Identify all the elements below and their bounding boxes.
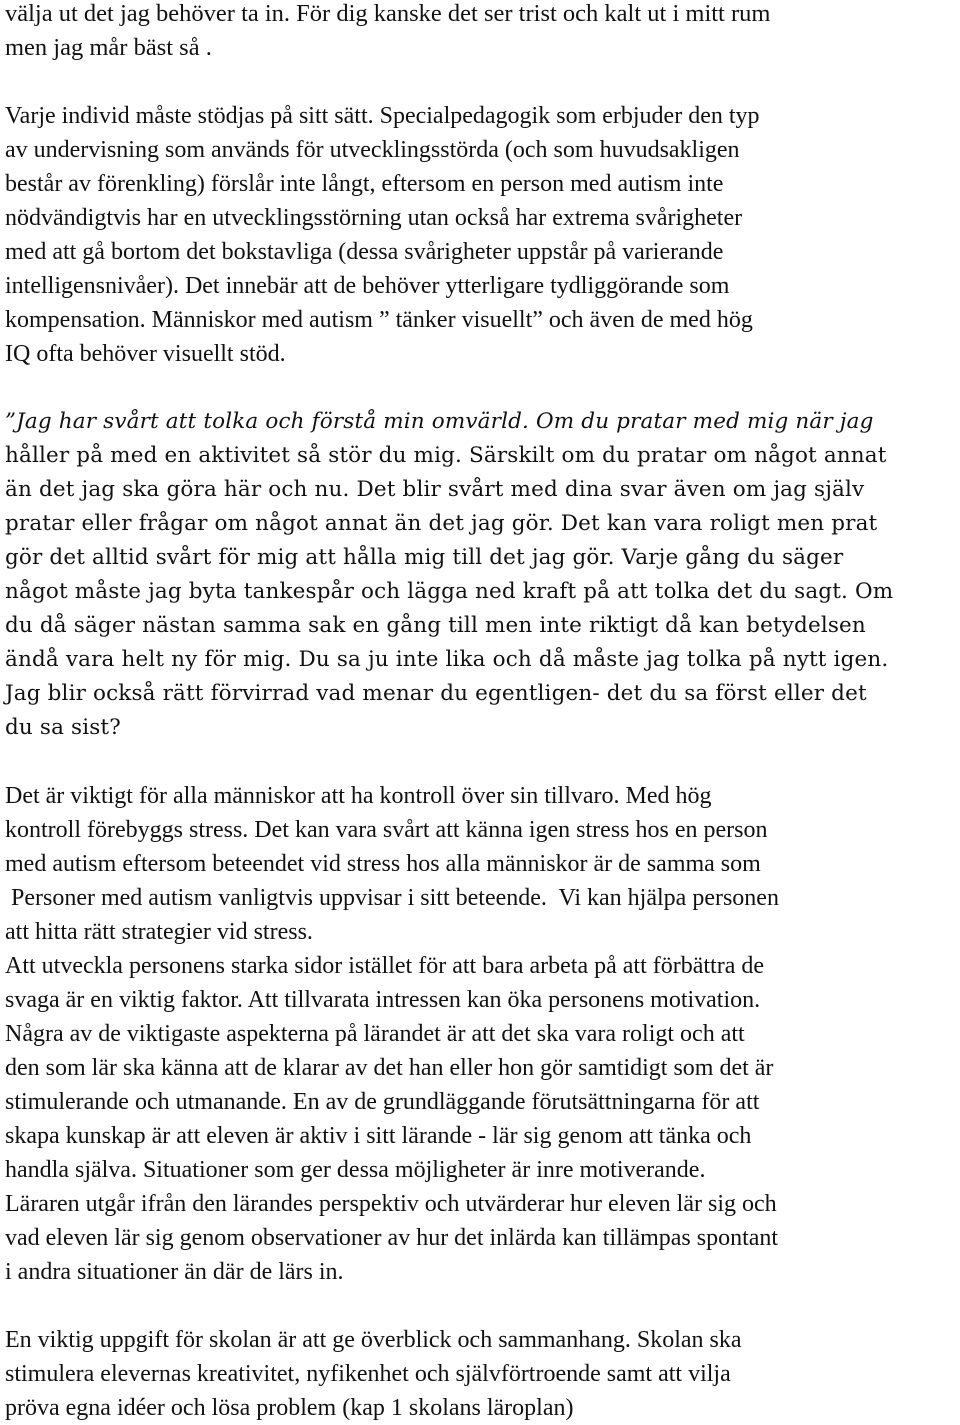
- text-line: håller på med en aktivitet så stör du mig. Särskilt om du pratar om något annat: [5, 443, 887, 468]
- text-line: Några av de viktigaste aspekterna på lärandet är att det ska vara roligt och att: [5, 1021, 745, 1047]
- quote-first-line: [5, 405, 957, 439]
- text-line: med att gå bortom det bokstavliga (dessa svårigheter uppstår på varierande: [5, 239, 724, 265]
- text-line: består av förenkling) förslår inte långt, eftersom en person med autism inte: [5, 171, 724, 197]
- text-line: vad eleven lär sig genom observationer av hur det inlärda kan tillämpas spontant: [5, 1225, 779, 1251]
- text-line: stimulera elevernas kreativitet, nyfikenhet och självförtroende samt att vilja: [5, 1361, 731, 1387]
- text-line: svaga är en viktig faktor. Att tillvarata intressen kan öka personens motivation.: [5, 987, 761, 1013]
- text-line: men jag mår bäst så .: [5, 34, 212, 61]
- paragraph-gap: [5, 65, 957, 99]
- text-line: Det är viktigt för alla människor att ha kontroll över sin tillvaro. Med hög: [5, 783, 712, 809]
- text-line: pratar eller frågar om något annat än det jag gör. Det kan vara roligt men prat: [5, 511, 878, 536]
- text-line: stimulerande och utmanande. En av de grundläggande förutsättningarna för att: [5, 1089, 760, 1115]
- text-line: IQ ofta behöver visuellt stöd.: [5, 341, 286, 367]
- text-line: med autism eftersom beteendet vid stress hos alla människor är de samma som: [5, 851, 761, 877]
- text-line: Personer med autism vanligtvis uppvisar i sitt beteende. Vi kan hjälpa personen: [5, 885, 779, 911]
- paragraph-school-task: [5, 1323, 957, 1425]
- quote-italic-text: ”Jag har svårt att tolka och förstå min omvärld.: [5, 409, 529, 434]
- paragraph-special-education: [5, 99, 957, 371]
- paragraph-gap: [5, 371, 957, 405]
- text-line: Varje individ måste stödjas på sitt sätt. Specialpedagogik som erbjuder den typ: [5, 103, 760, 129]
- text-line: du då säger nästan samma sak en gång till men inte riktigt då kan betydelsen: [5, 613, 866, 638]
- text-line: du sa sist?: [5, 715, 121, 740]
- text-line: än det jag ska göra här och nu. Det blir svårt med dina svar även om jag själv: [5, 477, 865, 502]
- text-line: intelligensnivåer). Det innebär att de behöver ytterligare tydliggörande som: [5, 273, 730, 299]
- text-line: Läraren utgår ifrån den lärandes perspektiv och utvärderar hur eleven lär sig och: [5, 1191, 777, 1217]
- text-line: nödvändigtvis har en utvecklingsstörning utan också har extrema svårigheter: [5, 205, 743, 231]
- text-line: att hitta rätt strategier vid stress.: [5, 919, 313, 945]
- text-line: i andra situationer än där de lärs in.: [5, 1259, 344, 1285]
- text-line: ändå vara helt ny för mig. Du sa ju inte lika och då måste jag tolka på nytt igen.: [5, 647, 889, 672]
- text-line: En viktig uppgift för skolan är att ge överblick och sammanhang. Skolan ska: [5, 1327, 742, 1353]
- document-page: [5, 0, 957, 1425]
- text-line: av undervisning som används för utvecklingsstörda (och som huvudsakligen: [5, 137, 740, 163]
- text-line: kompensation. Människor med autism ” tänker visuellt” och även de med hög: [5, 307, 753, 333]
- text-line: Jag blir också rätt förvirrad vad menar du egentligen- det du sa först eller det: [5, 681, 867, 706]
- text-line: pröva egna idéer och lösa problem (kap 1 skolans läroplan): [5, 1395, 574, 1421]
- text-line: något måste jag byta tankespår och lägga ned kraft på att tolka det du sagt. Om: [5, 579, 894, 604]
- text-line: handla själva. Situationer som ger dessa möjligheter är inre motiverande.: [5, 1157, 706, 1183]
- paragraph-quote: [5, 405, 957, 745]
- paragraph-gap: [5, 1289, 957, 1323]
- paragraph-control-stress: [5, 779, 957, 1289]
- text-line: den som lär ska känna att de klarar av det han eller hon gör samtidigt som det är: [5, 1055, 774, 1081]
- quote-italic-text: Om du pratar med mig när jag: [529, 409, 874, 434]
- paragraph-gap: [5, 745, 957, 779]
- text-line: välja ut det jag behöver ta in. För dig kanske det ser trist och kalt ut i mitt rum: [5, 0, 771, 27]
- text-line: Att utveckla personens starka sidor istället för att bara arbeta på att förbättra de: [5, 953, 765, 979]
- text-line: kontroll förebyggs stress. Det kan vara svårt att känna igen stress hos en person: [5, 817, 768, 843]
- text-line: skapa kunskap är att eleven är aktiv i sitt lärande - lär sig genom att tänka och: [5, 1123, 752, 1149]
- paragraph-room: [5, 0, 957, 65]
- text-line: gör det alltid svårt för mig att hålla mig till det jag gör. Varje gång du säger: [5, 545, 844, 570]
